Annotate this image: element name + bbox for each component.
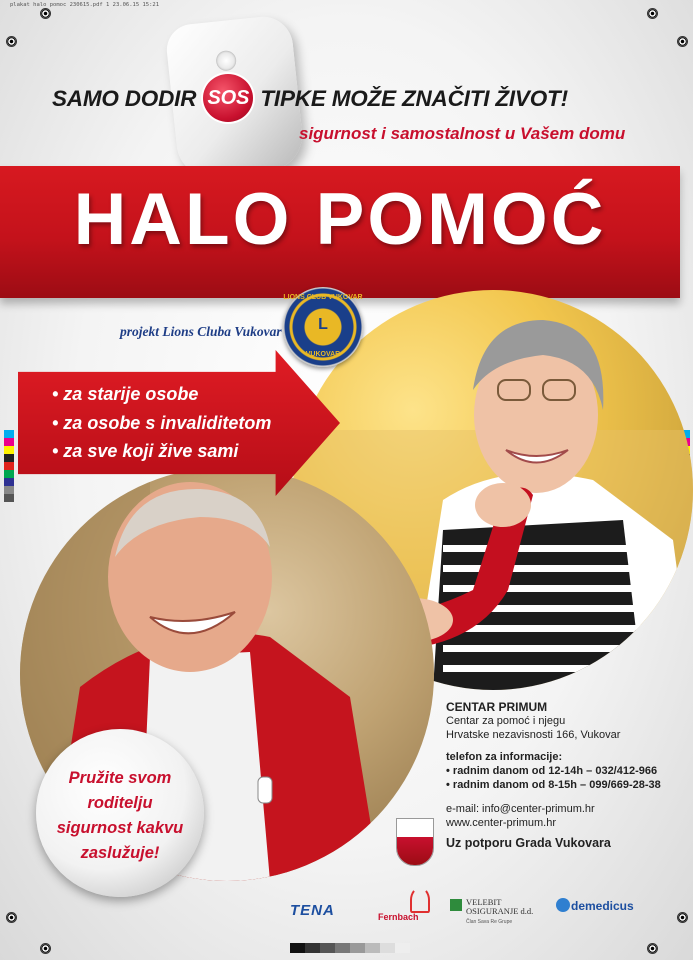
subheadline: sigurnost i samostalnost u Vašem domu (299, 124, 626, 143)
slogan-text: Pružite svom roditelju sigurnost kakvu zaslužuje! (56, 769, 184, 862)
velebit-logo: VELEBIT OSIGURANJE d.d. (466, 897, 534, 916)
list-item: • za starije osobe (52, 384, 199, 404)
organization-address: Hrvatske nezavisnosti 166, Vukovar (446, 729, 621, 741)
demedicus-logo: demedicus (571, 899, 634, 913)
demedicus-mark-icon (556, 898, 570, 912)
list-item: • za sve koji žive sami (52, 441, 239, 461)
list-item: • za osobe s invaliditetom (52, 412, 272, 433)
registration-mark-icon (6, 36, 17, 47)
registration-mark-icon (40, 8, 51, 19)
registration-mark-icon (40, 943, 51, 954)
velebit-subtitle: Član Sava Re Grupe (466, 919, 513, 925)
fernbach-mark-icon (410, 887, 430, 913)
organization-description: Centar za pomoć i njegu (446, 715, 566, 727)
page-title: HALO POMOĆ (73, 179, 607, 260)
color-calibration-bar (4, 430, 14, 502)
contact-block (446, 700, 661, 830)
email-text: e-mail: info@center-primum.hr (446, 803, 595, 815)
headline: SAMO DODIR SOS TIPKE MOŽE ZNAČITI ŽIVOT! (52, 84, 568, 116)
lions-club-logo: LIONS CLUB VUKOVAR L VUKOVAR (283, 287, 363, 367)
registration-mark-icon (647, 8, 658, 19)
vukovar-coat-of-arms-icon (396, 818, 434, 866)
support-text: Uz potporu Grada Vukovara (446, 836, 611, 850)
registration-mark-icon (6, 912, 17, 923)
phone-line: • radnim danom od 8-15h – 099/669-28-38 (446, 779, 661, 791)
registration-mark-icon (647, 943, 658, 954)
fernbach-logo: Fernbach (378, 912, 419, 922)
target-group-list (52, 380, 271, 466)
tena-logo: TENA (290, 902, 335, 919)
registration-mark-icon (677, 36, 688, 47)
phone-line: • radnim danom od 12-14h – 032/412-966 (446, 765, 658, 777)
organization-name: CENTAR PRIMUM (446, 700, 548, 714)
project-caption: projekt Lions Cluba Vukovar (120, 324, 282, 339)
sos-button-icon: SOS (203, 74, 253, 122)
website-text: www.center-primum.hr (446, 817, 557, 829)
registration-mark-icon (677, 912, 688, 923)
grey-calibration-bar (290, 943, 410, 953)
phone-heading: telefon za informacije: (446, 751, 563, 763)
velebit-mark-icon (450, 899, 462, 911)
print-slug: plakat halo pomoc 230615.pdf 1 23.06.15 15:21 (10, 2, 160, 8)
